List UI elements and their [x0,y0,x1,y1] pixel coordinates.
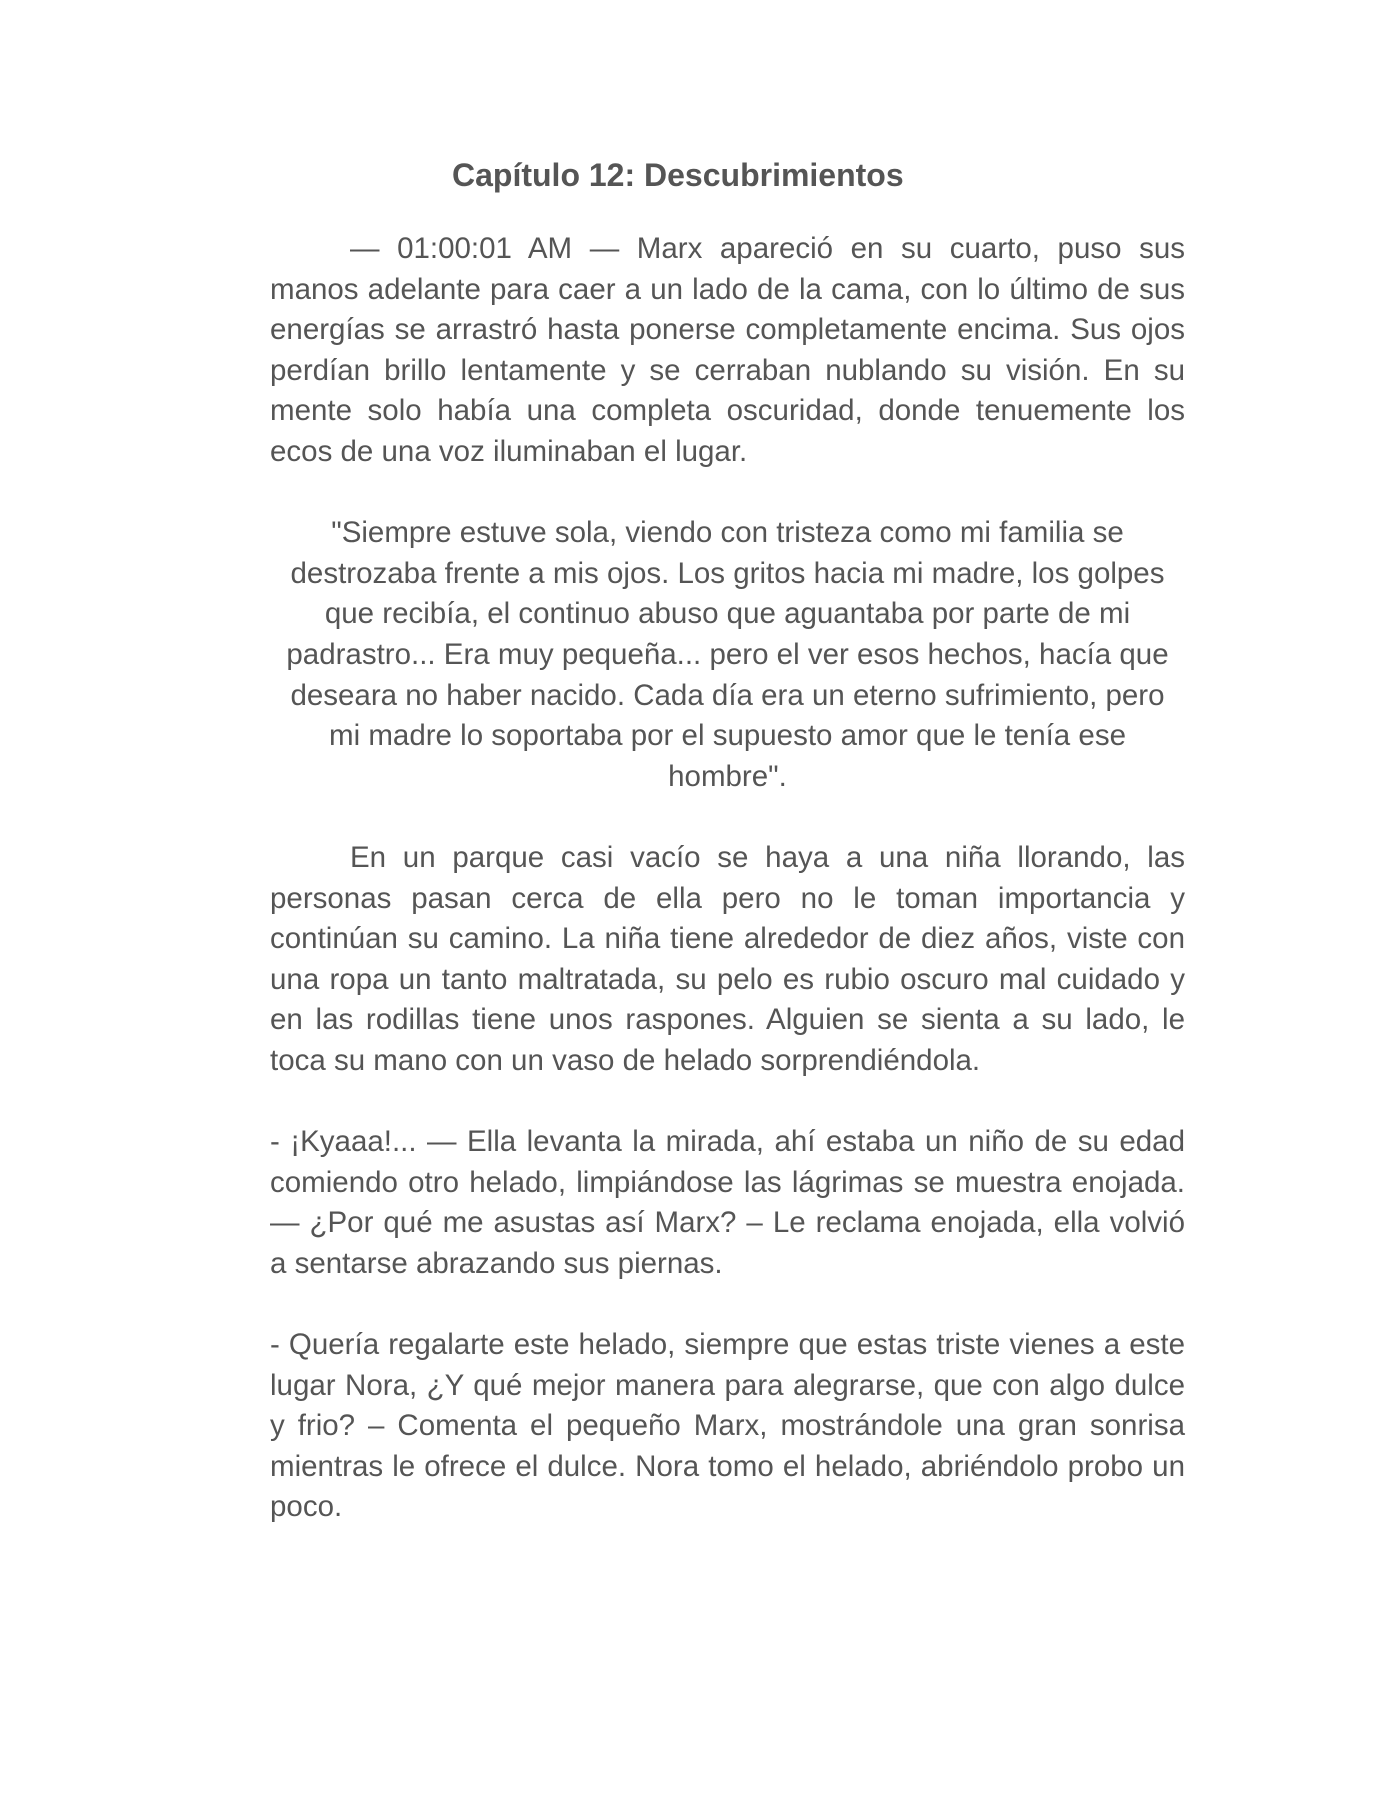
paragraph-dialogue-marx: - Quería regalarte este helado, siempre que estas triste vienes a este lugar Nora, ¿Y qué mejor manera para alegrarse, que con algo dulce y frio? – Comenta el pequeño Marx, mostrándole una gran sonrisa mientras le ofrece el dulce. Nora tomo el helado, abriéndolo probo un poco. [270,1328,1185,1524]
paragraph-park: En un parque casi vacío se haya a una niña llorando, las personas pasan cerca de ella pero no le toman importancia y continúan su camino. La niña tiene alrededor de diez años, viste con una ropa un tanto maltratada, su pelo es rubio oscuro mal cuidado y en las rodillas tiene unos raspones. Alguien se sienta a su lado, le toca su mano con un vaso de helado sorprendiéndola. [270,840,1185,1077]
paragraph-quote: "Siempre estuve sola, viendo con tristeza como mi familia se destrozaba frente a mis ojos. Los gritos hacia mi madre, los golpes que recibía, el continuo abuso que aguantaba por parte de mi padrastro... Era muy pequeña... pero el ver esos hechos, hacía que deseara no haber nacido. Cada día era un eterno sufrimiento, pero mi madre lo soportaba por el supuesto amor que le tenía ese hombre". [286,516,1169,793]
document-page [270,155,1185,1569]
paragraph-arrival: — 01:00:01 AM — Marx apareció en su cuarto, puso sus manos adelante para caer a un lado de la cama, con lo último de sus energías se arrastró hasta ponerse completamente encima. Sus ojos perdían brillo lentamente y se cerraban nublando su visión. En su mente solo había una completa oscuridad, donde tenuemente los ecos de una voz iluminaban el lugar. [270,232,1185,468]
paragraph-dialogue-nora: - ¡Kyaaa!... — Ella levanta la mirada, ahí estaba un niño de su edad comiendo otro helado, limpiándose las lágrimas se muestra enojada. — ¿Por qué me asustas así Marx? – Le reclama enojada, ella volvió a sentarse abrazando sus piernas. [270,1125,1185,1280]
chapter-title: Capítulo 12: Descubrimientos [452,157,904,193]
